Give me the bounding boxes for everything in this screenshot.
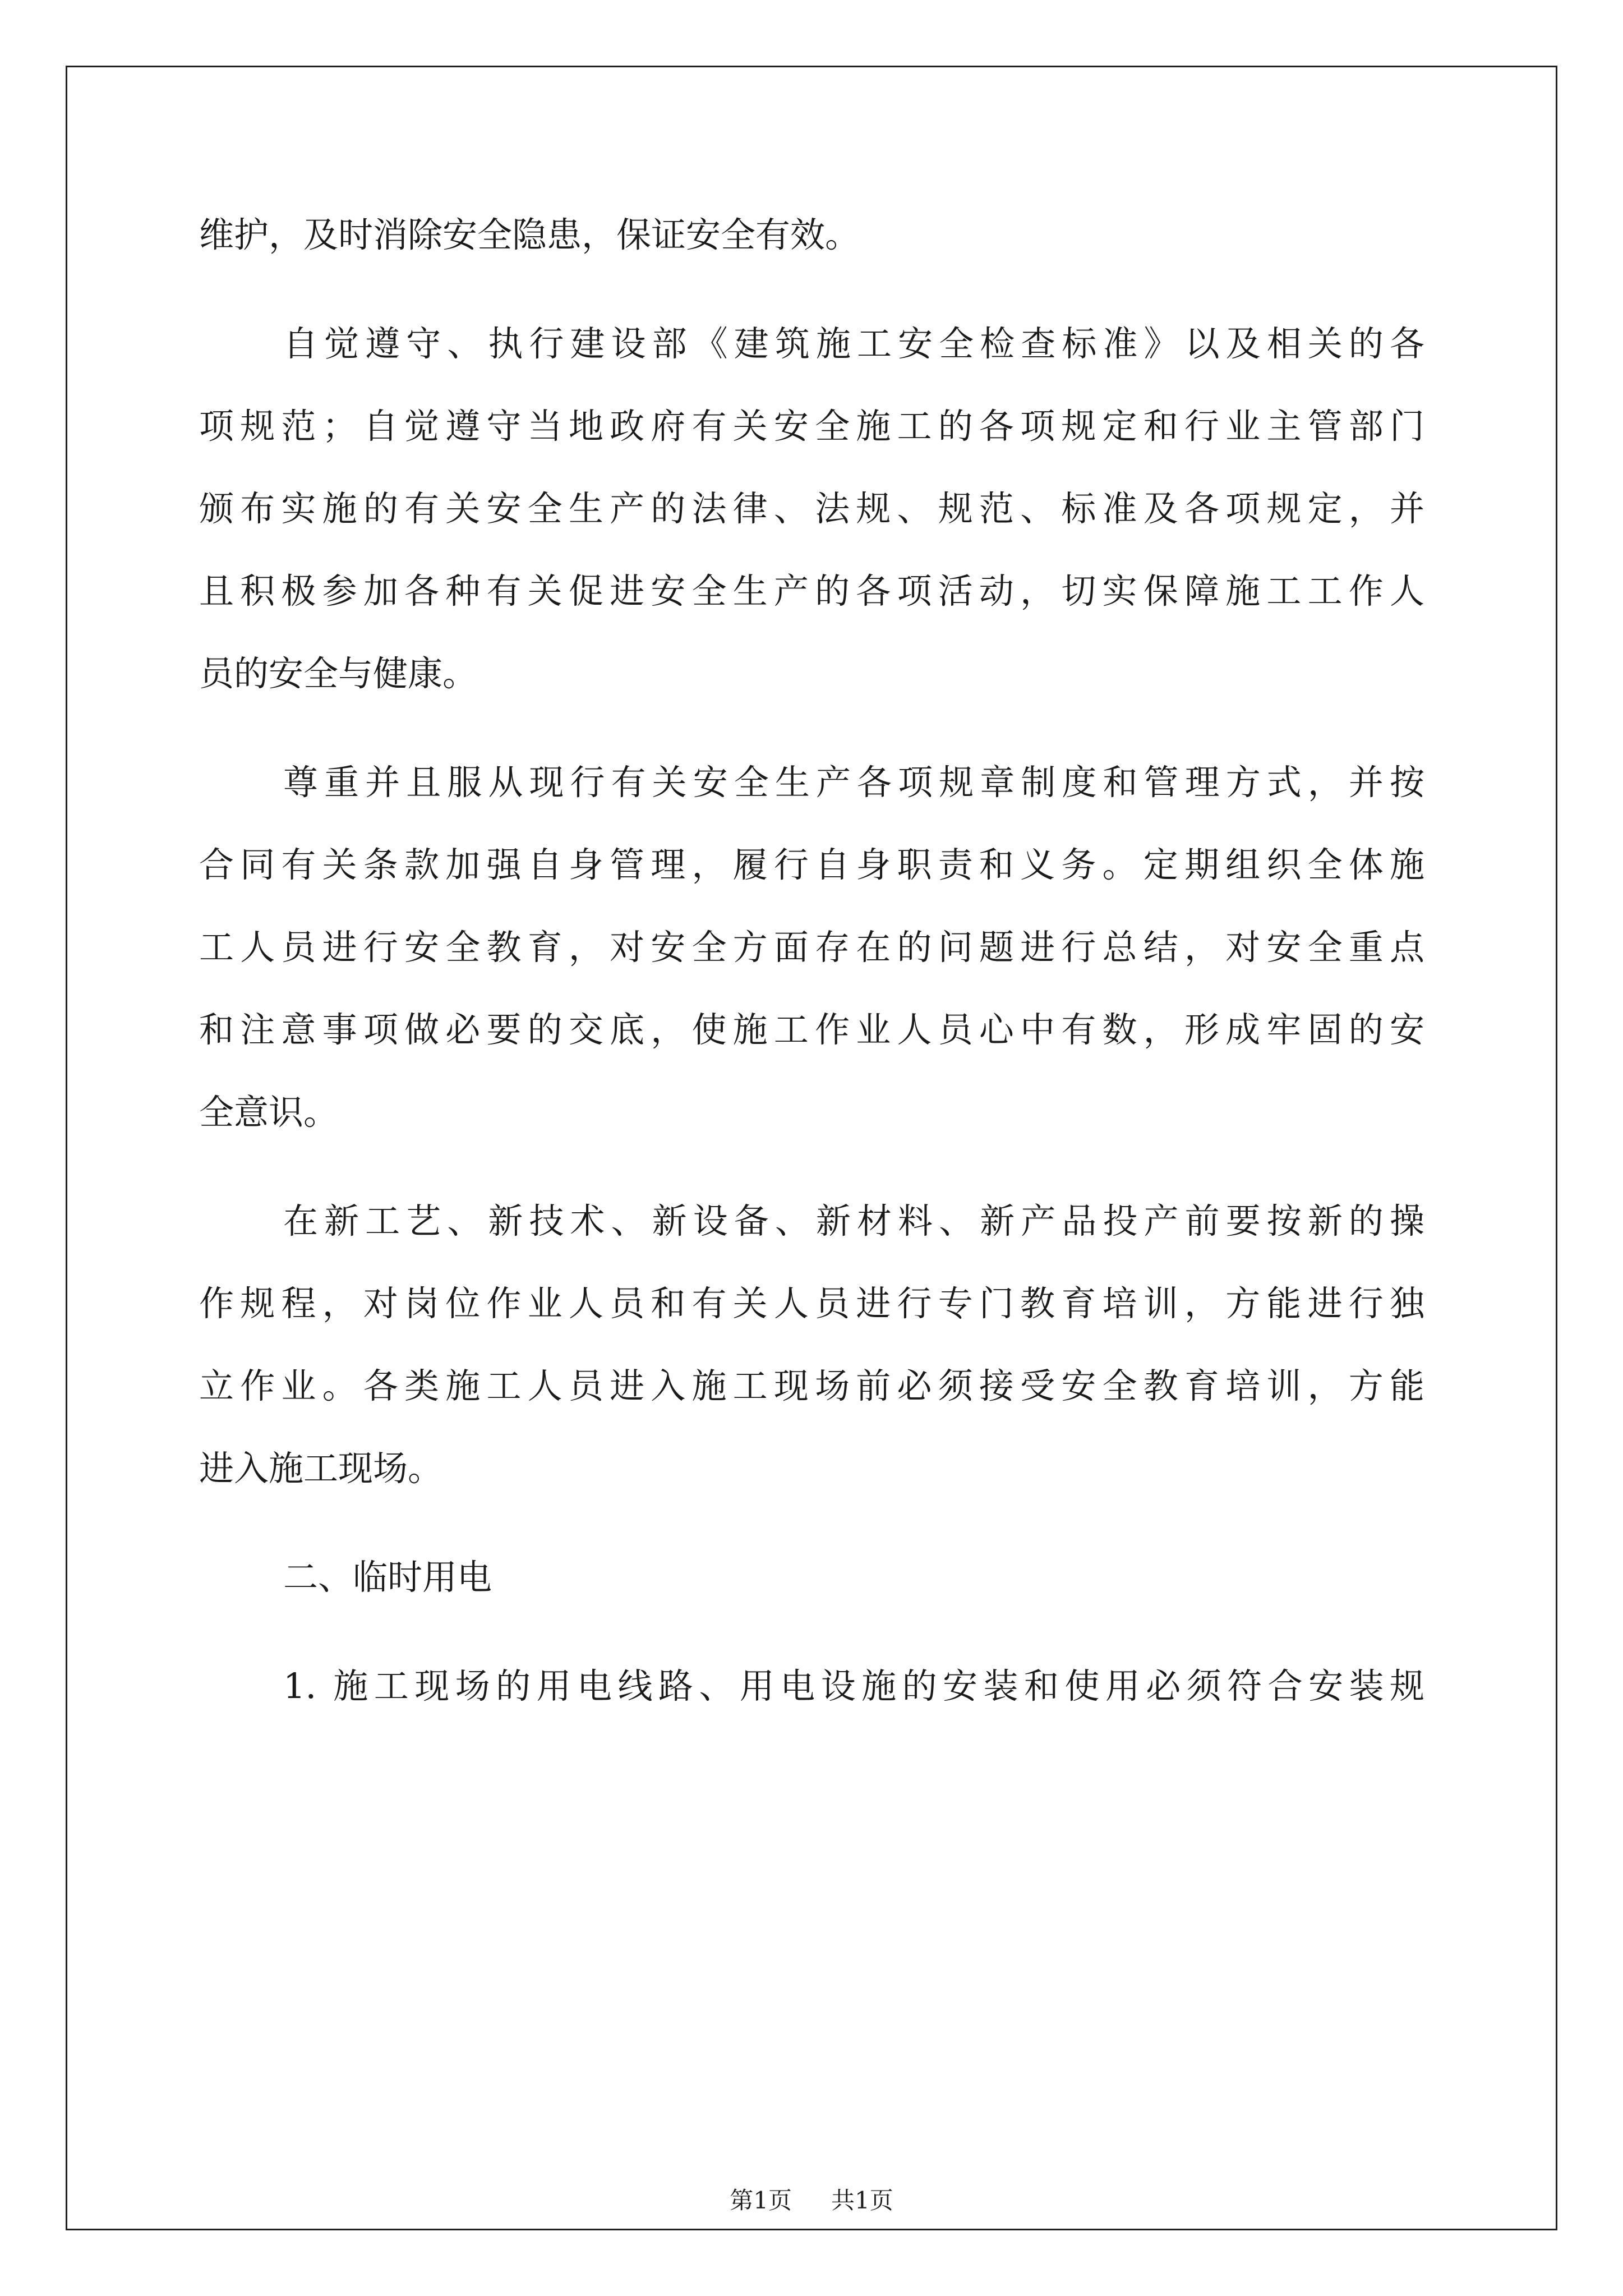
document-body <box>199 194 1424 1727</box>
paragraph-line: 和注意事项做必要的交底，使施工作业人员心中有数，形成牢固的安 <box>199 1009 1424 1050</box>
paragraph-line: 进入施工现场。 <box>199 1448 443 1489</box>
paragraph-line: 员的安全与健康。 <box>199 653 478 694</box>
paragraph-line: 合同有关条款加强自身管理，履行自身职责和义务。定期组织全体施 <box>199 844 1424 885</box>
paragraph-line: 全意识。 <box>199 1092 339 1133</box>
page-number: 第1页 <box>730 2187 792 2214</box>
paragraph-line: 1. 施工现场的用电线路、用电设施的安装和使用必须符合安装规 <box>283 1665 1424 1706</box>
paragraph-line: 工人员进行安全教育，对安全方面存在的问题进行总结，对安全重点 <box>199 927 1424 968</box>
paragraph-line: 自觉遵守、执行建设部《建筑施工安全检查标准》以及相关的各 <box>283 323 1424 364</box>
paragraph-line: 维护，及时消除安全隐患，保证安全有效。 <box>199 214 860 255</box>
paragraph-line: 项规范；自觉遵守当地政府有关安全施工的各项规定和行业主管部门 <box>199 406 1424 447</box>
paragraph-line: 且积极参加各种有关促进安全生产的各项活动，切实保障施工工作人 <box>199 570 1424 611</box>
paragraph-line: 尊重并且服从现行有关安全生产各项规章制度和管理方式，并按 <box>283 762 1424 803</box>
paragraph-line: 立作业。各类施工人员进入施工现场前必须接受安全教育培训，方能 <box>199 1365 1424 1406</box>
paragraph-line: 颁布实施的有关安全生产的法律、法规、规范、标准及各项规定，并 <box>199 488 1424 529</box>
section-heading: 二、临时用电 <box>283 1557 492 1598</box>
paragraph-line: 在新工艺、新技术、新设备、新材料、新产品投产前要按新的操 <box>283 1200 1424 1241</box>
page-total: 共1页 <box>831 2187 893 2214</box>
page-footer <box>0 2182 1623 2216</box>
paragraph-line: 作规程，对岗位作业人员和有关人员进行专门教育培训，方能进行独 <box>199 1283 1424 1324</box>
